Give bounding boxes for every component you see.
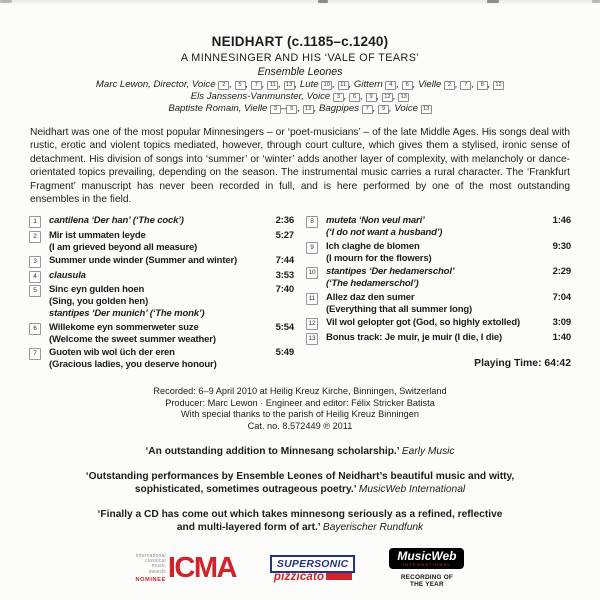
credit-text: , [343, 91, 350, 102]
track-row [29, 215, 294, 228]
supersonic-pizzicato-logo [270, 554, 355, 583]
track-ref-number: 13 [398, 93, 409, 102]
credit-text: , [245, 79, 251, 90]
track-title [326, 266, 549, 290]
credit-text: Marc Lewon, Director, Voice [95, 79, 219, 90]
credit-text: , [229, 79, 235, 90]
quote-source: Bayerischer Rundfunk [322, 522, 424, 534]
credit-text: , Lute [294, 79, 322, 90]
track-number: 4 [29, 271, 41, 283]
quote-text: ‘Finally a CD has come out which takes minnesong seriously as a refined, reflective and multi-layered form of art.’ [97, 509, 503, 534]
track-title-line: Vil wol gelopter got (God, so highly extolled) [326, 317, 521, 329]
track-ref-number: 4 [385, 81, 396, 90]
press-quotes [29, 445, 571, 534]
track-title-line: Sinc eyn gulden hoen [49, 284, 145, 296]
track-title [326, 241, 549, 265]
track-title [49, 284, 272, 320]
track-ref-number: 5 [286, 105, 297, 114]
award-logos [29, 548, 571, 588]
quote-text: ‘Outstanding performances by Ensemble Leones of Neidhart’s beautiful music and witty, sophisticated, sometimes outrageous poetry.’ [85, 471, 515, 496]
ensemble-name: Ensemble Leones [257, 66, 343, 78]
track-number: 9 [306, 242, 318, 254]
track-title [326, 317, 549, 329]
recording-credits [29, 386, 571, 432]
track-number: 7 [29, 348, 41, 360]
credit-text: , [372, 103, 379, 114]
track-title [326, 292, 549, 316]
track-ref-number: 13 [284, 81, 295, 90]
track-title [49, 255, 272, 267]
track-duration: 1:46 [552, 215, 571, 227]
track-ref-number: 12 [382, 93, 393, 102]
track-ref-number: 2 [444, 81, 455, 90]
track-number: 8 [306, 216, 318, 228]
recording-of-the-year-label: RECORDING OF THE YEAR [400, 574, 453, 589]
track-title-line: Guoten wib wol üch der eren [49, 347, 175, 359]
track-ref-number: 11 [338, 81, 349, 90]
track-row [29, 255, 294, 268]
track-duration: 5:49 [275, 347, 294, 359]
track-row [29, 347, 294, 371]
icma-word: music [151, 563, 166, 570]
track-title [49, 322, 272, 346]
musicweb-wordmark: MusicWeb [397, 549, 457, 564]
supersonic-wordmark: SUPERSONIC [270, 555, 355, 573]
track-list-right-column [306, 215, 571, 373]
track-title [326, 215, 549, 239]
track-row [29, 270, 294, 283]
track-duration: 2:36 [275, 215, 294, 227]
track-title [49, 230, 272, 254]
credit-text: , Vielle [412, 79, 445, 90]
icma-nominee-logo [136, 554, 236, 584]
track-ref-number: 2 [218, 81, 229, 90]
track-row [306, 266, 571, 290]
nominee-badge: NOMINEE [135, 577, 166, 584]
track-duration: 5:54 [275, 321, 294, 333]
track-row [29, 284, 294, 320]
quote-text: ‘An outstanding addition to Minnesang scholarship.’ [145, 446, 400, 458]
track-duration: 1:40 [552, 331, 571, 343]
performer-credit-romain [29, 103, 571, 115]
credit-text: , [360, 91, 366, 102]
track-title-line: Allez daz den sumer [326, 291, 415, 303]
track-ref-number: 7 [251, 81, 262, 90]
track-title-line: Mir ist ummaten leyde [49, 229, 146, 241]
track-duration: 2:29 [552, 266, 571, 278]
track-title [49, 347, 272, 371]
track-ref-number: 13 [421, 105, 432, 114]
album-subtitle: A MINNESINGER AND HIS ‘VALE OF TEARS’ [180, 52, 420, 64]
track-number: 13 [306, 333, 318, 345]
track-duration: 3:09 [552, 317, 571, 329]
credit-text: Els Janssens-Vanmunster, Voice [190, 91, 333, 102]
track-ref-number: 8 [477, 81, 488, 90]
credit-text: , Bagpipes [313, 103, 362, 114]
musicweb-recording-of-the-year-logo [389, 548, 464, 588]
pizzicato-row [270, 571, 355, 583]
track-ref-number: 5 [235, 81, 246, 90]
scan-artifact [0, 0, 12, 3]
red-bar-icon [326, 573, 352, 580]
track-number: 3 [29, 256, 41, 268]
producer-engineer: Producer: Marc Lewon · Engineer and editor: Félix Stricker Batista [165, 397, 435, 408]
track-ref-number: 13 [303, 105, 314, 114]
performer-credit-janssens [29, 91, 571, 103]
musicweb-badge [389, 548, 464, 569]
track-list-left [29, 215, 294, 371]
track-ref-number: 9 [366, 93, 377, 102]
track-ref-number: 9 [378, 105, 389, 114]
track-title-line: Bonus track: Je muir, je muir (I die, I die) [326, 331, 503, 343]
track-duration: 7:40 [275, 284, 294, 296]
track-ref-number: 3 [270, 105, 281, 114]
track-title-line: Willekome eyn sommerweter suze [49, 321, 199, 333]
track-ref-number: 7 [362, 105, 373, 114]
track-row [306, 292, 571, 316]
scan-artifact [318, 0, 328, 3]
icma-word: international [135, 552, 166, 559]
pizzicato-wordmark: pizzicato [273, 570, 325, 583]
track-duration: 7:04 [552, 291, 571, 303]
track-row [306, 332, 571, 345]
track-title-line: Summer unde winder (Summer and winter) [49, 255, 238, 267]
track-ref-number: 10 [321, 81, 332, 90]
track-row [29, 322, 294, 346]
track-duration: 9:30 [552, 240, 571, 252]
icma-small-text [136, 554, 166, 584]
credit-text: , [332, 79, 338, 90]
track-number: 10 [306, 267, 318, 279]
track-title-line: (Gracious ladies, you deserve honour) [49, 359, 217, 371]
track-title [49, 215, 272, 227]
track-title-line: (‘I do not want a husband’) [326, 227, 443, 239]
musicweb-international-label: INTERNATIONAL [402, 563, 452, 568]
track-duration: 7:44 [275, 255, 294, 267]
credit-text: , [261, 79, 268, 90]
track-title-line: (Sing, you golden hen) [49, 296, 149, 308]
credit-text: , [396, 79, 402, 90]
track-title-line: cantilena ‘Der han’ (‘The cock’) [49, 215, 184, 227]
track-title-line: (‘The hedamerschol’) [326, 278, 419, 290]
press-quote [90, 508, 510, 534]
credit-text: , [471, 79, 477, 90]
press-quote [29, 445, 571, 458]
track-row [29, 230, 294, 254]
credit-text: , [487, 79, 494, 90]
track-ref-number: 3 [333, 93, 344, 102]
thanks-line: With special thanks to the parish of Heilig Kreuz Binningen [181, 409, 419, 420]
track-ref-number: 6 [402, 81, 413, 90]
track-row [306, 215, 571, 239]
liner-notes: Neidhart was one of the most popular Minnesingers – or ‘poet-musicians’ – of the late Middle Ages. His songs deal with rustic, erotic and violent topics mediated, however, through court culture, which gives them a stylised, ironic sense of detachment. His division of songs into ‘summer’ or ‘winter’ adds another layer of complexity, with melancholy or dance-orientated topics prevailing, depending on the season. The instrumental music carries a rural character. The ‘Frankfurt Fragment’ manuscript has never been recorded in full, and is here performed by one of the most outstanding ensembles in the field. [30, 127, 570, 206]
track-title-line: (I mourn for the flowers) [326, 252, 432, 264]
track-number: 2 [29, 231, 41, 243]
catalogue-number: Cat. no. 8.572449 ℗ 2011 [247, 420, 353, 431]
track-row [306, 241, 571, 265]
credit-text: , [297, 103, 303, 114]
credit-text: Baptiste Romain, Vielle [168, 103, 270, 114]
album-title: NEIDHART (c.1185–c.1240) [211, 34, 389, 49]
track-duration: 3:53 [275, 269, 294, 281]
credit-text: , [392, 91, 399, 102]
track-title-line: (Everything that all summer long) [326, 303, 473, 315]
track-ref-number: 12 [493, 81, 504, 90]
track-title-line: stantipes ‘Der munich’ (‘The monk’) [49, 308, 205, 320]
credit-text: , [455, 79, 461, 90]
icma-wordmark: ICMA [167, 552, 236, 585]
recording-location: Recorded: 6–9 April 2010 at Heilig Kreuz Kirche, Binningen, Switzerland [153, 385, 447, 396]
track-number: 5 [29, 285, 41, 297]
track-title [49, 270, 272, 282]
quote-source: MusicWeb International [358, 484, 466, 496]
track-title-line: (I am grieved beyond all measure) [49, 241, 198, 253]
credit-text: , Gittern [348, 79, 386, 90]
track-title-line: stantipes ‘Der hedamerschol’ [326, 266, 455, 278]
scan-artifact [592, 0, 600, 3]
track-ref-number: 11 [267, 81, 278, 90]
track-row [306, 317, 571, 330]
track-ref-number: 6 [349, 93, 360, 102]
playing-time: Playing Time: 64:42 [474, 357, 571, 369]
quote-source: Early Music [401, 446, 455, 458]
track-list [29, 215, 571, 373]
track-title-line: clausula [49, 269, 86, 281]
track-number: 6 [29, 323, 41, 335]
credit-text: , [376, 91, 382, 102]
track-list-right [306, 215, 571, 345]
credit-text: , Voice [389, 103, 421, 114]
track-ref-number: 7 [460, 81, 471, 90]
track-title [326, 332, 549, 344]
track-duration: 5:27 [275, 229, 294, 241]
track-list-left-column [29, 215, 294, 373]
track-title-line: Ich claghe de blomen [326, 240, 420, 252]
track-title-line: (Welcome the sweet summer weather) [49, 333, 216, 345]
track-number: 12 [306, 318, 318, 330]
album-header [29, 34, 571, 115]
icma-word: awards [148, 568, 166, 575]
credit-text: , [278, 79, 284, 90]
track-number: 1 [29, 216, 41, 228]
credit-text: – [281, 103, 287, 114]
track-number: 11 [306, 293, 318, 305]
icma-word: classical [145, 557, 166, 564]
performer-credit-lewon [29, 79, 571, 91]
track-title-line: muteta ‘Non veul mari’ [326, 215, 425, 227]
press-quote [61, 470, 539, 496]
scan-artifact [487, 0, 499, 3]
